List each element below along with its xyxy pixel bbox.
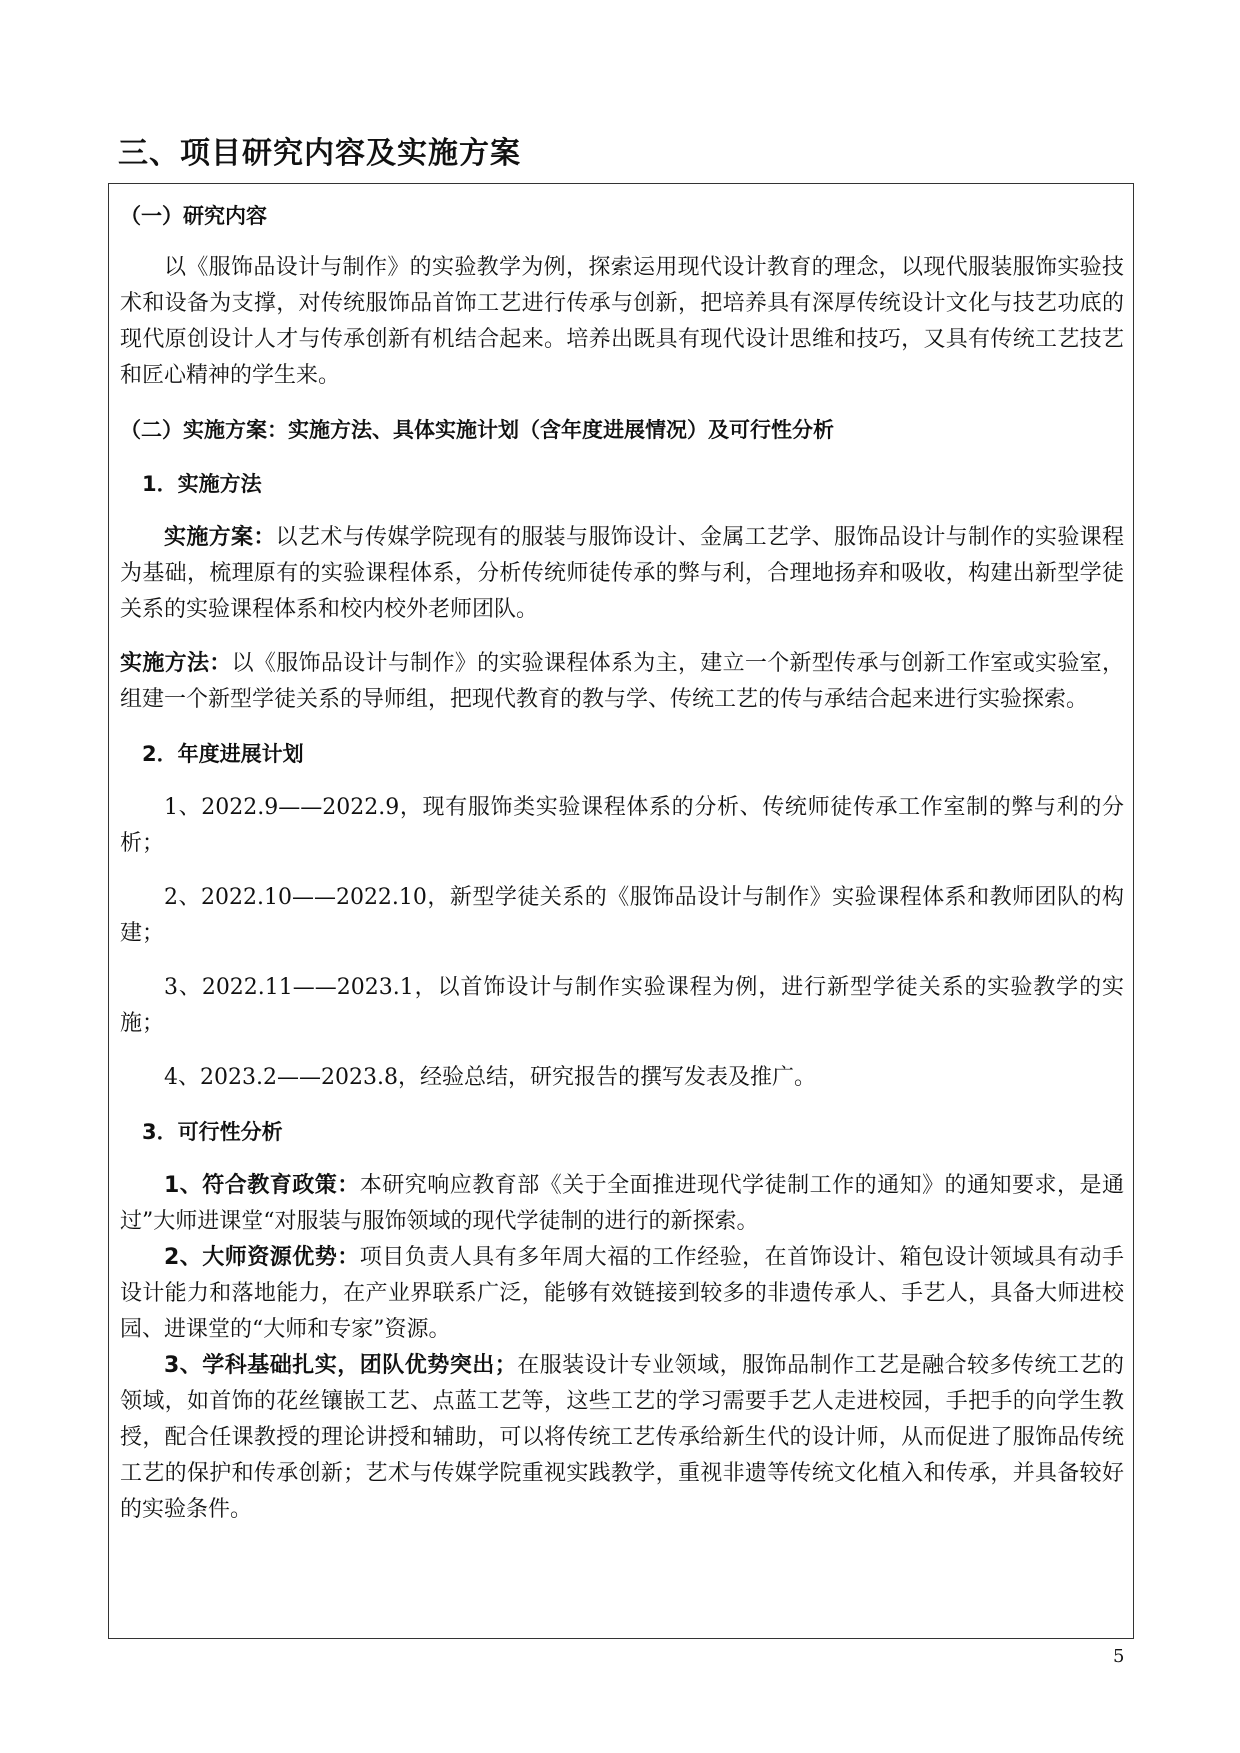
schedule-item: 1、2022.9——2022.9，现有服饰类实验课程体系的分析、传统师徒传承工作室制的弊与利的分析； — [120, 795, 1124, 856]
content-body — [120, 198, 1124, 1528]
feasibility-heading: 3．可行性分析 — [142, 1120, 283, 1144]
section-title: 三、项目研究内容及实施方案 — [118, 136, 521, 171]
schedule-heading: 2．年度进展计划 — [142, 742, 304, 766]
feasibility-text: 在服装设计专业领域，服饰品制作工艺是融合较多传统工艺的领域，如首饰的花丝镶嵌工艺、点蓝工艺等，这些工艺的学习需要手艺人走进校园，手把手的向学生教授，配合任课教授的理论讲授和辅助，可以将传统工艺传承给新生代的设计师，从而促进了服饰品传统工艺的保护和传承创新；艺术与传媒学院重视实践教学，重视非遗等传统文化植入和传承，并具备较好的实验条件。 — [120, 1353, 1124, 1522]
research-paragraph: 以《服饰品设计与制作》的实验教学为例，探索运用现代设计教育的理念，以现代服装服饰实验技术和设备为支撑，对传统服饰品首饰工艺进行传承与创新，把培养具有深厚传统设计文化与技艺功底的现代原创设计人才与传承创新有机结合起来。培养出既具有现代设计思维和技巧，又具有传统工艺技艺和匠心精神的学生来。 — [120, 255, 1124, 388]
feasibility-item — [120, 1240, 1124, 1348]
method-heading: 1．实施方法 — [142, 472, 262, 496]
feasibility-text: 本研究响应教育部《关于全面推进现代学徒制工作的通知》的通知要求，是通过”大师进课堂“对服装与服饰领域的现代学徒制的进行的新探索。 — [120, 1173, 1124, 1234]
scheme-label: 实施方案： — [164, 525, 276, 550]
feasibility-label: 1、符合教育政策： — [164, 1173, 360, 1198]
method-label: 实施方法： — [120, 651, 232, 676]
scheme-text: 以艺术与传媒学院现有的服装与服饰设计、金属工艺学、服饰品设计与制作的实验课程为基础，梳理原有的实验课程体系，分析传统师徒传承的弊与利，合理地扬弃和吸收，构建出新型学徒关系的实验课程体系和校内校外老师团队。 — [120, 525, 1124, 622]
feasibility-item — [120, 1348, 1124, 1528]
feasibility-text: 项目负责人具有多年周大福的工作经验，在首饰设计、箱包设计领域具有动手设计能力和落地能力，在产业界联系广泛，能够有效链接到较多的非遗传承人、手艺人，具备大师进校园、进课堂的“大师和专家”资源。 — [120, 1245, 1124, 1342]
feasibility-item — [120, 1168, 1124, 1240]
feasibility-label: 3、学科基础扎实，团队优势突出； — [164, 1353, 517, 1378]
research-heading: （一）研究内容 — [120, 204, 267, 228]
schedule-item: 2、2022.10——2022.10，新型学徒关系的《服饰品设计与制作》实验课程体系和教师团队的构建； — [120, 885, 1124, 946]
schedule-item: 3、2022.11——2023.1，以首饰设计与制作实验课程为例，进行新型学徒关系的实验教学的实施； — [120, 975, 1124, 1036]
scheme-paragraph — [120, 520, 1124, 628]
feasibility-label: 2、大师资源优势： — [164, 1245, 360, 1270]
plan-heading: （二）实施方案：实施方法、具体实施计划（含年度进展情况）及可行性分析 — [120, 418, 834, 442]
method-text: 以《服饰品设计与制作》的实验课程体系为主，建立一个新型传承与创新工作室或实验室，组建一个新型学徒关系的导师组，把现代教育的教与学、传统工艺的传与承结合起来进行实验探索。 — [120, 651, 1124, 712]
schedule-item: 4、2023.2——2023.8，经验总结，研究报告的撰写发表及推广。 — [164, 1065, 816, 1090]
method-paragraph — [120, 646, 1124, 718]
page-number: 5 — [1113, 1646, 1125, 1667]
